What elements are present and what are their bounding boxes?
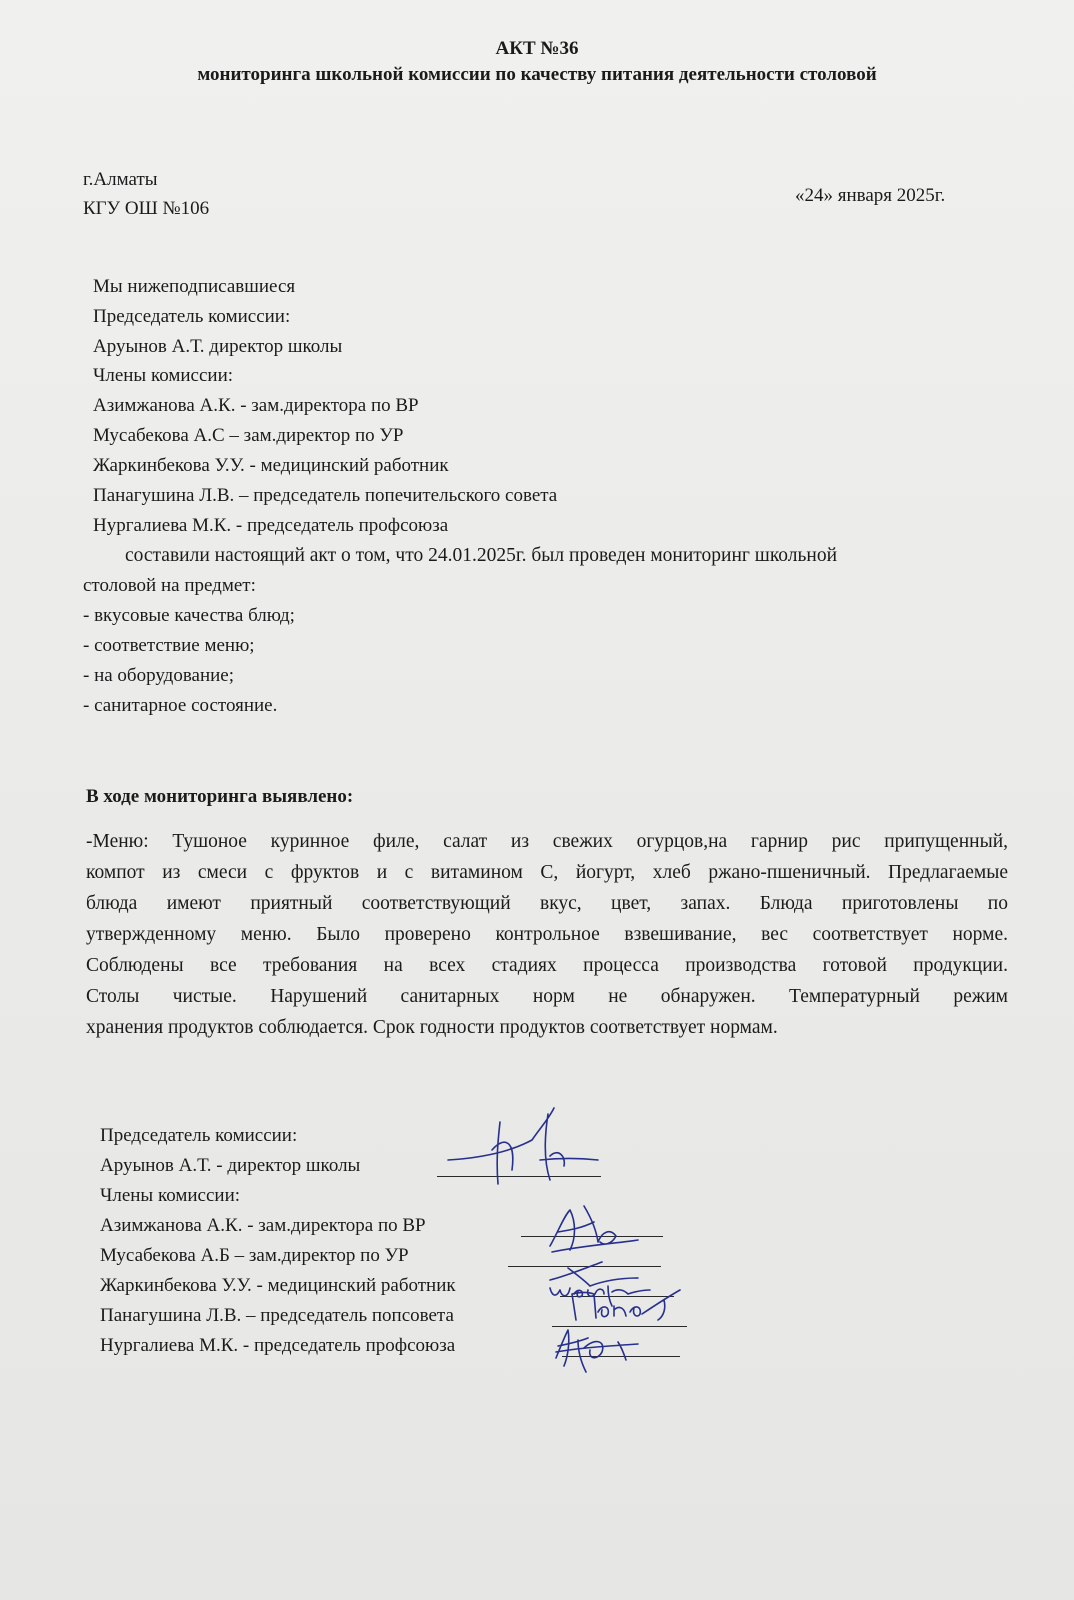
item-1: - вкусовые качества блюд; (83, 605, 295, 626)
city: г.Алматы (83, 169, 158, 190)
findings-line: компот из смеси с фруктов и с витамином С, йогурт, хлеб ржано-пшеничный. Предлагаемые (86, 862, 1008, 883)
member-2: Мусабекова А.С – зам.директор по УР (93, 425, 404, 446)
item-4: - санитарное состояние. (83, 695, 278, 716)
handwritten-signature-member-1 (540, 1192, 660, 1262)
findings-line: -Меню: Тушоное куринное филе, салат из свежих огурцов,на гарнир рис припущенный, (86, 831, 1008, 852)
findings-line: Соблюдены все требования на всех стадиях процесса производства готовой продукции. (86, 955, 1008, 976)
chair-label: Председатель комиссии: (93, 306, 291, 327)
sign-member-5: Нургалиева М.К. - председатель профсоюза (100, 1335, 456, 1356)
sign-members-label: Члены комиссии: (100, 1185, 241, 1206)
item-2: - соответствие меню; (83, 635, 255, 656)
member-4: Панагушина Л.В. – председатель попечительского совета (93, 485, 558, 506)
sign-chair-label: Председатель комиссии: (100, 1125, 298, 1146)
members-label: Члены комиссии: (93, 365, 234, 386)
handwritten-signature-chair (440, 1100, 600, 1190)
findings-line: утвержденному меню. Было проверено контрольное взвешивание, вес соответствует норме. (86, 924, 1008, 945)
sign-member-3: Жаркинбекова У.У. - медицинский работник (100, 1275, 456, 1296)
act-date: «24» января 2025г. (795, 185, 946, 206)
findings-line: блюда имеют приятный соответствующий вкус, цвет, запах. Блюда приготовлены по (86, 893, 1008, 914)
item-3: - на оборудование; (83, 665, 235, 686)
sign-member-1: Азимжанова А.К. - зам.директора по ВР (100, 1215, 426, 1236)
statement-line-1: составили настоящий акт о том, что 24.01.2025г. был проведен мониторинг школьной (125, 545, 838, 566)
intro-text: Мы нижеподписавшиеся (93, 276, 296, 297)
member-1: Азимжанова А.К. - зам.директора по ВР (93, 395, 419, 416)
handwritten-signature-member-5 (548, 1318, 648, 1378)
chair-name: Аруынов А.Т. директор школы (93, 336, 343, 357)
statement-line-2: столовой на предмет: (83, 575, 256, 596)
findings-line: Столы чистые. Нарушений санитарных норм не обнаружен. Температурный режим (86, 986, 1008, 1007)
findings-paragraph (86, 826, 1008, 1043)
organization: КГУ ОШ №106 (83, 198, 210, 219)
sign-member-4: Панагушина Л.В. – председатель попсовета (100, 1305, 454, 1326)
sign-chair-name: Аруынов А.Т. - директор школы (100, 1155, 361, 1176)
findings-heading: В ходе мониторинга выявлено: (86, 786, 354, 807)
findings-line: хранения продуктов соблюдается. Срок годности продуктов соответствует нормам. (86, 1017, 778, 1038)
member-5: Нургалиева М.К. - председатель профсоюза (93, 515, 449, 536)
member-3: Жаркинбекова У.У. - медицинский работник (93, 455, 449, 476)
act-title: АКТ №36 (495, 38, 579, 59)
act-subtitle: мониторинга школьной комиссии по качеству питания деятельности столовой (197, 64, 877, 85)
sign-member-2: Мусабекова А.Б – зам.директор по УР (100, 1245, 409, 1266)
